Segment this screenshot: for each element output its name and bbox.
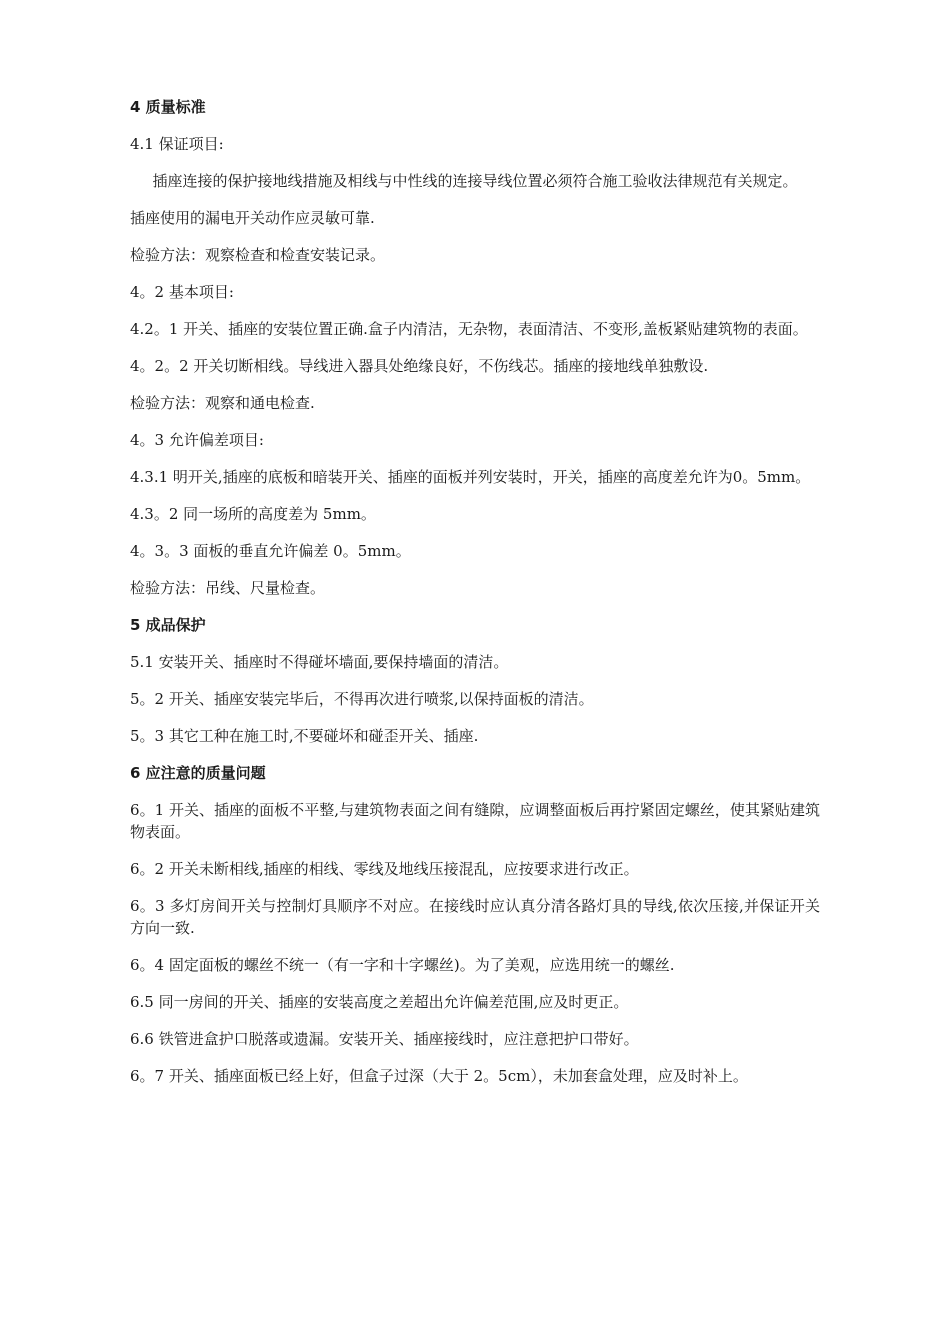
section-heading-quality-issues: 6 应注意的质量问题: [130, 764, 266, 782]
paragraph: 4.1 保证项目:: [130, 135, 224, 153]
paragraph: 6。7 开关、插座面板已经上好，但盒子过深（大于 2。5cm），未加套盒处理，应及时补上。: [130, 1067, 748, 1085]
paragraph: 4。2。2 开关切断相线。导线进入器具处绝缘良好，不伤线芯。插座的接地线单独敷设.: [130, 357, 709, 375]
paragraph: 检验方法：吊线、尺量检查。: [130, 579, 326, 597]
paragraph: 插座使用的漏电开关动作应灵敏可靠.: [130, 209, 375, 227]
paragraph: 检验方法：观察检查和检查安装记录。: [130, 246, 386, 264]
paragraph: 4。2 基本项目:: [130, 283, 234, 301]
paragraph: 4.3。2 同一场所的高度差为 5mm。: [130, 505, 376, 523]
paragraph: 4。3 允许偏差项目:: [130, 431, 264, 449]
section-heading-product-protection: 5 成品保护: [130, 616, 206, 634]
paragraph: 5.1 安装开关、插座时不得碰坏墙面,要保持墙面的清洁。: [130, 653, 509, 671]
paragraph: 4。3。3 面板的垂直允许偏差 0。5mm。: [130, 542, 411, 560]
paragraph: 6。2 开关未断相线,插座的相线、零线及地线压接混乱，应按要求进行改正。: [130, 860, 639, 878]
paragraph: 6.6 铁管进盒护口脱落或遗漏。安装开关、插座接线时，应注意把护口带好。: [130, 1030, 639, 1048]
paragraph: 5。2 开关、插座安装完毕后，不得再次进行喷浆,以保持面板的清洁。: [130, 690, 594, 708]
paragraph: 5。3 其它工种在施工时,不要碰坏和碰歪开关、插座.: [130, 727, 479, 745]
paragraph: 6。3 多灯房间开关与控制灯具顺序不对应。在接线时应认真分清各路灯具的导线,依次压接,并保证开关方向一致.: [130, 897, 820, 937]
paragraph: 6。1 开关、插座的面板不平整,与建筑物表面之间有缝隙，应调整面板后再拧紧固定螺丝，使其紧贴建筑物表面。: [130, 801, 820, 841]
paragraph: 4.2。1 开关、插座的安装位置正确.盒子内清洁，无杂物，表面清洁、不变形,盖板紧贴建筑物的表面。: [130, 320, 808, 338]
section-heading-quality-standards: 4 质量标准: [130, 98, 206, 116]
paragraph: 6。4 固定面板的螺丝不统一（有一字和十字螺丝)。为了美观，应选用统一的螺丝.: [130, 956, 675, 974]
paragraph: 6.5 同一房间的开关、插座的安装高度之差超出允许偏差范围,应及时更正。: [130, 993, 629, 1011]
paragraph: 插座连接的保护接地线措施及相线与中性线的连接导线位置必须符合施工验收法律规范有关规定。: [152, 172, 798, 190]
paragraph: 检验方法：观察和通电检查.: [130, 394, 315, 412]
paragraph: 4.3.1 明开关,插座的底板和暗装开关、插座的面板并列安装时，开关，插座的高度差允许为0。5mm。: [130, 468, 811, 486]
document-page: [130, 96, 820, 1102]
